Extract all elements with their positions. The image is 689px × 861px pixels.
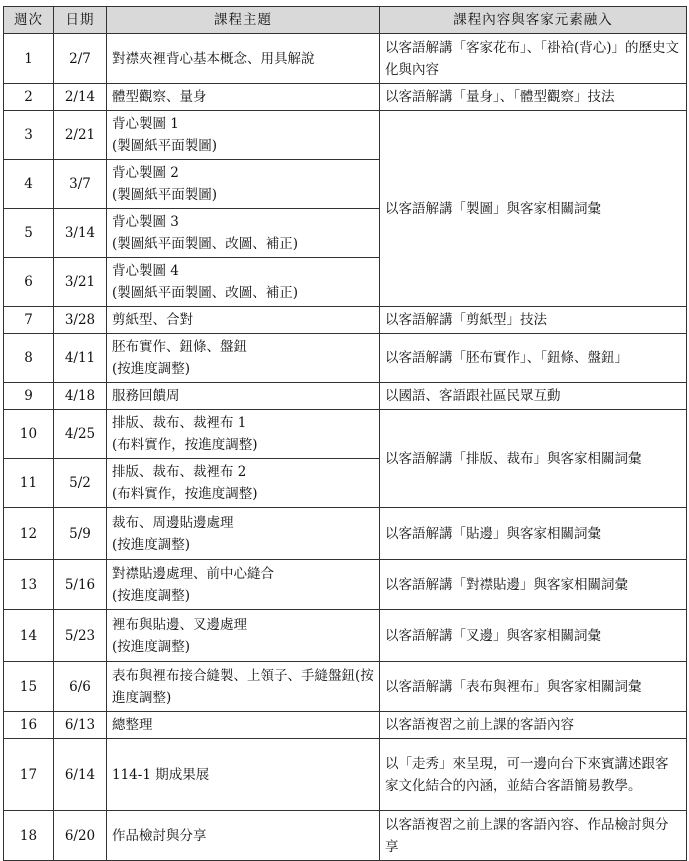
content-line: 以客語解講「表布與裡布」與客家相關詞彙 <box>385 678 642 695</box>
content-cell <box>380 84 687 111</box>
course-schedule-table <box>3 6 687 861</box>
topic-line: 對襟貼邊處理、前中心縫合 <box>112 565 274 582</box>
topic-cell <box>107 209 380 258</box>
content-line: 以客語解講「排版、裁布」與客家相關詞彙 <box>385 450 642 467</box>
date-cell: 2/7 <box>54 34 107 84</box>
topic-line: 背心製圖 1 <box>112 116 179 132</box>
header-content: 課程內容與客家元素融入 <box>380 7 687 34</box>
table-row <box>4 383 687 410</box>
week-cell: 7 <box>4 307 54 334</box>
date-cell: 2/14 <box>54 84 107 111</box>
content-line: 以客語解講「量身」、「體型觀察」技法 <box>385 89 615 105</box>
date-cell: 4/18 <box>54 383 107 410</box>
topic-cell <box>107 610 380 662</box>
topic-cell <box>107 111 380 160</box>
table-row <box>4 560 687 610</box>
date-cell: 5/23 <box>54 610 107 662</box>
table-row <box>4 739 687 811</box>
week-cell: 11 <box>4 459 54 508</box>
topic-line: 排版、裁布、裁裡布 2 <box>112 464 247 480</box>
topic-line: 裡布與貼邊、叉邊處理 <box>112 616 247 633</box>
content-line: 以客語解講「剪紙型」技法 <box>385 312 547 328</box>
week-cell: 15 <box>4 662 54 712</box>
topic-line: 總整理 <box>112 717 153 733</box>
topic-line: 裁布、周邊貼邊處理 <box>112 514 234 531</box>
content-line: 以客語複習之前上課的客語內容 <box>385 717 574 733</box>
topic-cell <box>107 258 380 307</box>
content-cell <box>380 662 687 712</box>
table-row <box>4 410 687 459</box>
topic-line: 胚布實作、鈕條、盤鈕 <box>112 339 247 355</box>
week-cell: 18 <box>4 811 54 861</box>
date-cell: 3/14 <box>54 209 107 258</box>
week-cell: 1 <box>4 34 54 84</box>
topic-line: 對襟夾裡背心基本概念、用具解說 <box>112 50 315 67</box>
date-cell: 3/28 <box>54 307 107 334</box>
table-row <box>4 307 687 334</box>
topic-line: (按進度調整) <box>112 536 191 553</box>
content-cell <box>380 383 687 410</box>
week-cell: 14 <box>4 610 54 662</box>
week-cell: 13 <box>4 560 54 610</box>
topic-cell <box>107 712 380 739</box>
content-line: 以「走秀」來呈現，可一邊向台下來賓講述跟客家文化結合的內涵，並結合客語簡易教學。 <box>385 755 669 794</box>
topic-line: (製圖紙平面製圖) <box>112 138 218 154</box>
date-cell: 3/21 <box>54 258 107 307</box>
topic-line: (製圖紙平面製圖、改圖、補正) <box>112 236 299 252</box>
header-date: 日期 <box>54 7 107 34</box>
table-row <box>4 84 687 111</box>
table-row <box>4 610 687 662</box>
topic-cell <box>107 34 380 84</box>
content-cell <box>380 307 687 334</box>
content-cell <box>380 34 687 84</box>
topic-cell <box>107 334 380 383</box>
content-line: 以客語解講「貼邊」與客家相關詞彙 <box>385 525 601 542</box>
content-cell <box>380 410 687 508</box>
topic-line: 作品檢討與分享 <box>112 827 207 844</box>
content-line: 以客語解講「製圖」與客家相關詞彙 <box>385 200 601 217</box>
week-cell: 17 <box>4 739 54 811</box>
week-cell: 9 <box>4 383 54 410</box>
date-cell: 2/21 <box>54 111 107 160</box>
topic-cell <box>107 383 380 410</box>
topic-line: (按進度調整) <box>112 638 191 655</box>
table-row <box>4 508 687 560</box>
date-cell: 5/2 <box>54 459 107 508</box>
content-line: 以客語複習之前上課的客語內容、作品檢討與分享 <box>385 816 669 855</box>
topic-line: 背心製圖 2 <box>112 165 179 181</box>
topic-line: (按進度調整) <box>112 587 191 604</box>
topic-line: (按進度調整) <box>112 361 191 377</box>
topic-line: 表布與裡布接合縫製、上領子、手縫盤鈕(按進度調整) <box>112 667 374 706</box>
date-cell: 5/16 <box>54 560 107 610</box>
topic-line: 排版、裁布、裁裡布 1 <box>112 415 247 431</box>
content-cell <box>380 811 687 861</box>
topic-cell <box>107 160 380 209</box>
table-row <box>4 111 687 160</box>
table-row <box>4 662 687 712</box>
week-cell: 12 <box>4 508 54 560</box>
topic-cell <box>107 410 380 459</box>
date-cell: 4/11 <box>54 334 107 383</box>
topic-cell <box>107 508 380 560</box>
header-week: 週次 <box>4 7 54 34</box>
date-cell: 6/13 <box>54 712 107 739</box>
date-cell: 5/9 <box>54 508 107 560</box>
date-cell: 6/20 <box>54 811 107 861</box>
week-cell: 6 <box>4 258 54 307</box>
content-cell <box>380 712 687 739</box>
header-row <box>4 7 687 34</box>
topic-line: (製圖紙平面製圖) <box>112 187 218 203</box>
topic-line: 服務回饋周 <box>112 388 180 404</box>
week-cell: 16 <box>4 712 54 739</box>
content-cell <box>380 610 687 662</box>
content-line: 以國語、客語跟社區民眾互動 <box>385 388 561 404</box>
topic-cell <box>107 84 380 111</box>
week-cell: 3 <box>4 111 54 160</box>
topic-line: 背心製圖 4 <box>112 263 179 279</box>
week-cell: 10 <box>4 410 54 459</box>
topic-cell <box>107 307 380 334</box>
week-cell: 8 <box>4 334 54 383</box>
content-line: 以客語解講「對襟貼邊」與客家相關詞彙 <box>385 576 628 593</box>
topic-line: (製圖紙平面製圖、改圖、補正) <box>112 285 299 301</box>
table-row <box>4 334 687 383</box>
content-cell <box>380 560 687 610</box>
topic-cell <box>107 811 380 861</box>
week-cell: 5 <box>4 209 54 258</box>
topic-line: 114-1 期成果展 <box>112 766 210 783</box>
topic-line: 剪紙型、合對 <box>112 312 193 328</box>
content-cell <box>380 508 687 560</box>
topic-line: 背心製圖 3 <box>112 214 179 230</box>
content-line: 以客語解講「胚布實作」、「鈕條、盤鈕」 <box>385 350 628 366</box>
topic-cell <box>107 459 380 508</box>
topic-line: (布料實作，按進度調整) <box>112 486 258 502</box>
table-row <box>4 811 687 861</box>
date-cell: 6/14 <box>54 739 107 811</box>
topic-cell <box>107 662 380 712</box>
content-cell <box>380 739 687 811</box>
table-row <box>4 712 687 739</box>
table-row <box>4 34 687 84</box>
topic-cell <box>107 560 380 610</box>
topic-line: (布料實作，按進度調整) <box>112 437 258 453</box>
date-cell: 3/7 <box>54 160 107 209</box>
topic-cell <box>107 739 380 811</box>
week-cell: 2 <box>4 84 54 111</box>
content-cell <box>380 111 687 307</box>
date-cell: 6/6 <box>54 662 107 712</box>
date-cell: 4/25 <box>54 410 107 459</box>
topic-line: 體型觀察、量身 <box>112 89 207 105</box>
week-cell: 4 <box>4 160 54 209</box>
content-line: 以客語解講「叉邊」與客家相關詞彙 <box>385 627 601 644</box>
header-topic: 課程主題 <box>107 7 380 34</box>
content-cell <box>380 334 687 383</box>
content-line: 以客語解講「客家花布」、「褂袷(背心)」的歷史文化與內容 <box>385 39 680 78</box>
